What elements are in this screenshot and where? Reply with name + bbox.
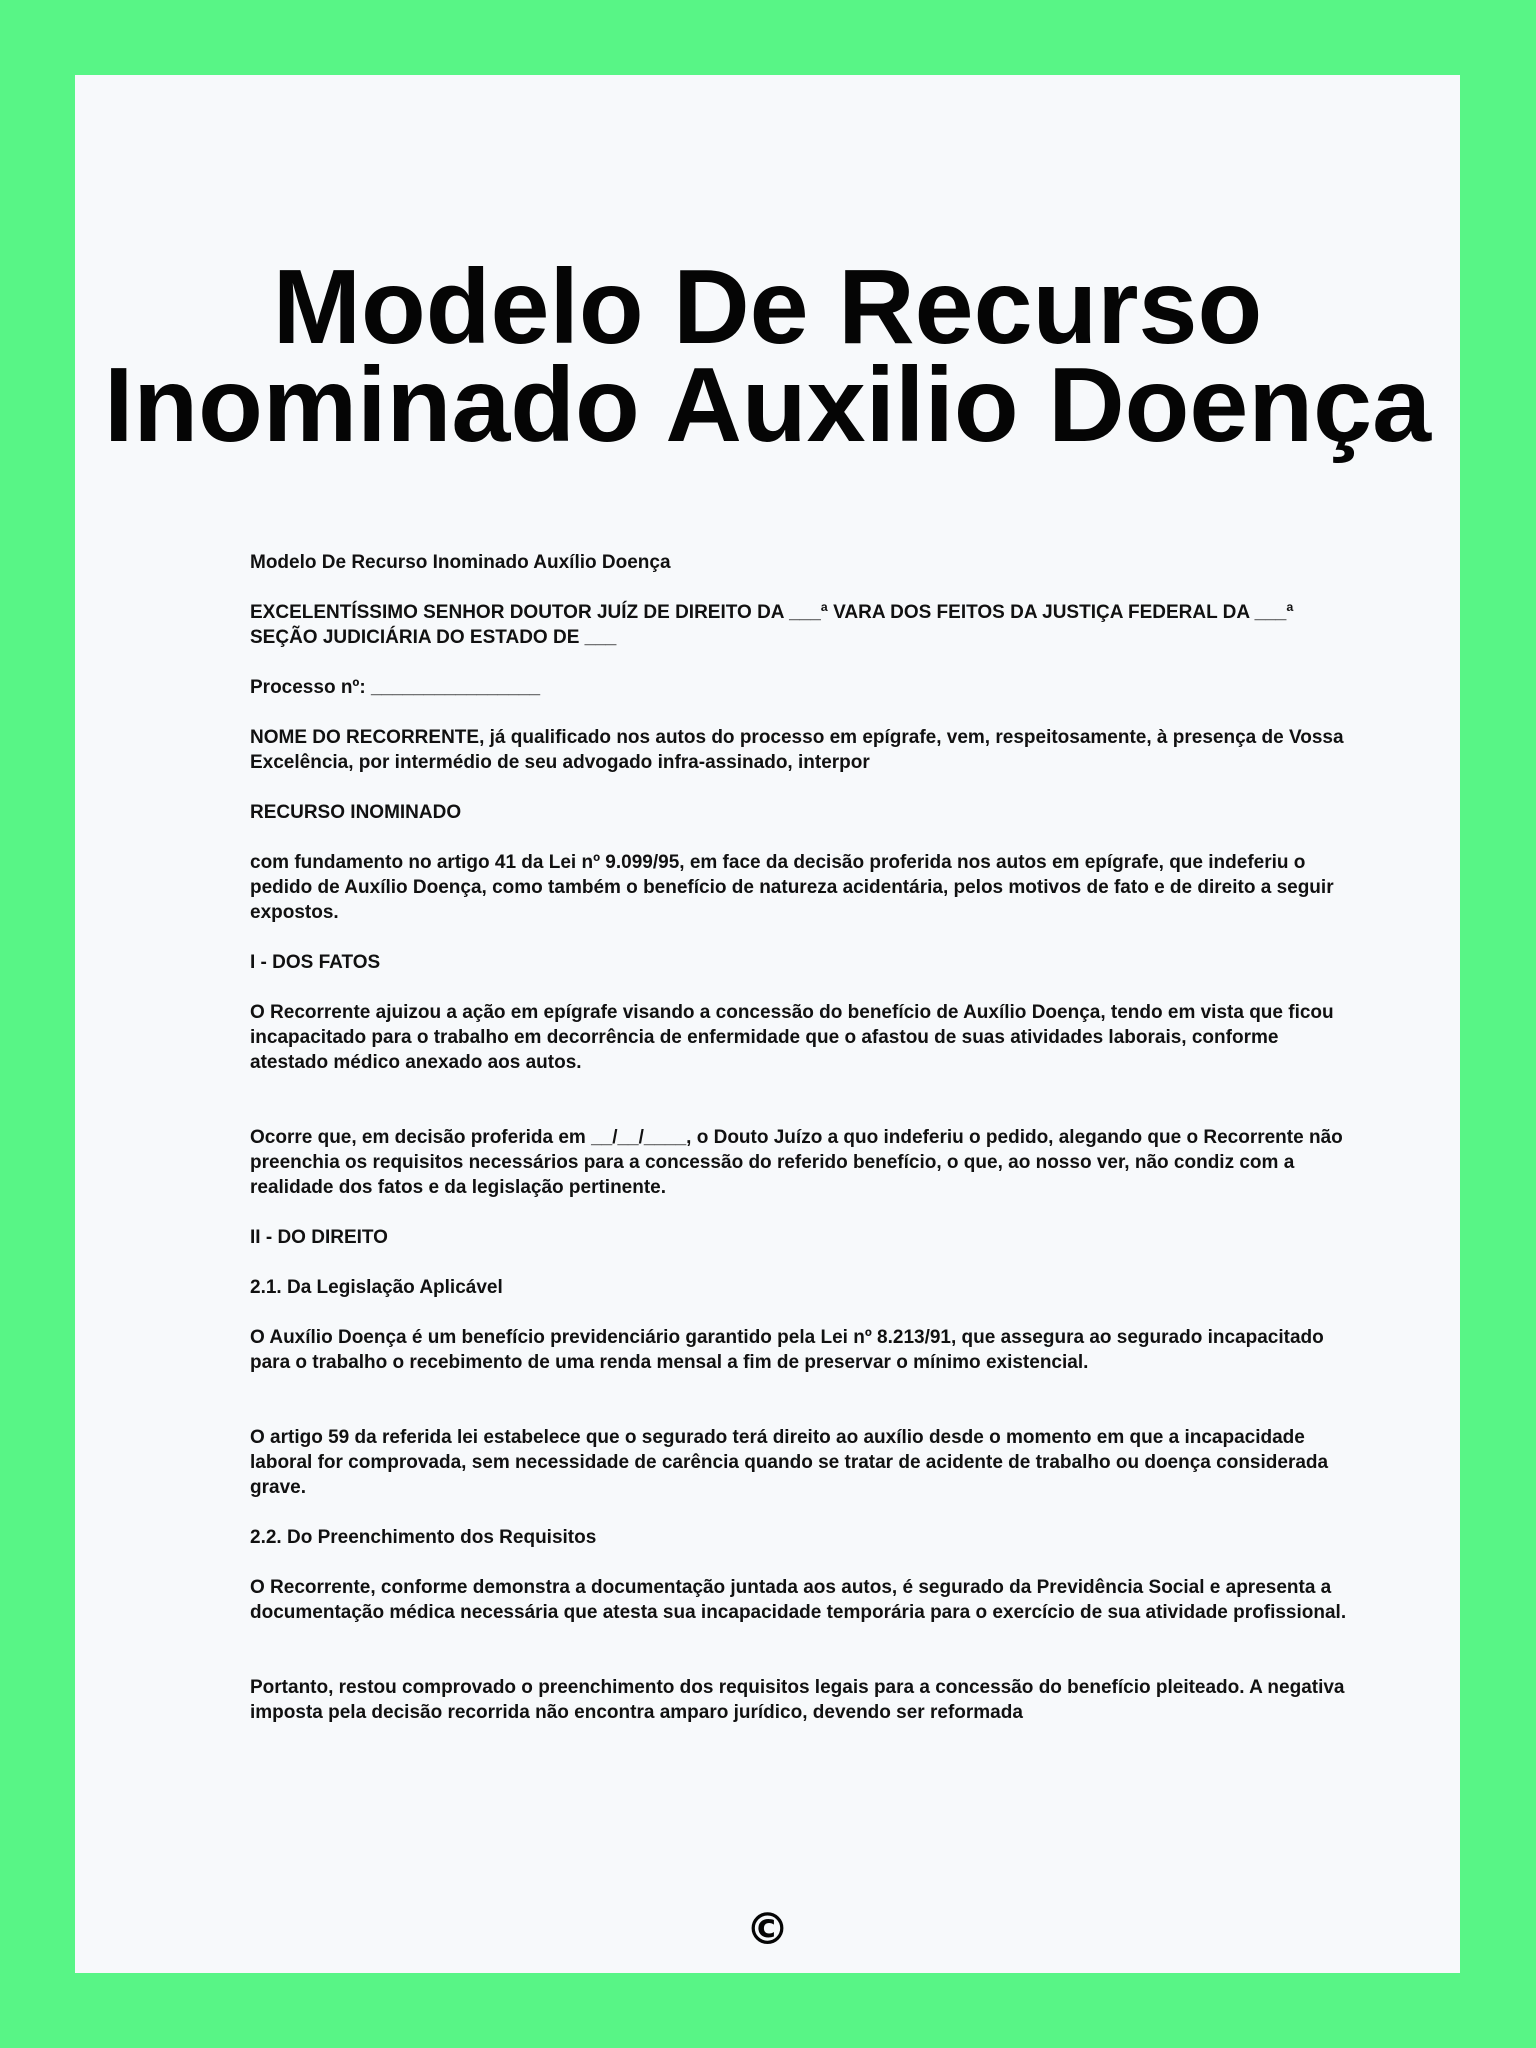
copyright-icon: © (745, 1904, 790, 1955)
doc-section-law: II - DO DIREITO (250, 1227, 388, 1248)
doc-section-facts: I - DOS FATOS (250, 952, 381, 973)
doc-law-paragraph-2: O artigo 59 da referida lei estabelece que o segurado terá direito ao auxílio desde o momento em que a incapacidade laboral for comprovada, sem necessidade de carência quando se tratar de acidente de trabalho ou doença considerada grave. (250, 1427, 1329, 1498)
doc-heading: Modelo De Recurso Inominado Auxílio Doença (250, 552, 671, 573)
doc-addressee: EXCELENTÍSSIMO SENHOR DOUTOR JUÍZ DE DIREITO DA ___ª VARA DOS FEITOS DA JUSTIÇA FEDERAL DA ___ª SEÇÃO JUDICIÁRIA DO ESTADO DE ___ (250, 602, 1294, 648)
doc-facts-paragraph-2: Ocorre que, em decisão proferida em __/__/____, o Douto Juízo a quo indeferiu o pedido, alegando que o Recorrente não preenchia os requisitos necessários para a concessão do referido benefício, o que, ao nosso ver, não condiz com a realidade dos fatos e da legislação pertinente. (250, 1127, 1343, 1198)
doc-process-number: Processo nº: ________________ (250, 677, 541, 698)
page-title-line-2: Inominado Auxilio Doença (103, 346, 1432, 464)
document-page (75, 75, 1460, 1973)
doc-law-paragraph-1: O Auxílio Doença é um benefício previdenciário garantido pela Lei nº 8.213/91, que assegura ao segurado incapacitado para o trabalho o recebimento de uma renda mensal a fim de preservar o mínimo existencial. (250, 1327, 1324, 1373)
page-title (75, 248, 1460, 464)
doc-subsection-legislation: 2.1. Da Legislação Aplicável (250, 1277, 503, 1298)
document-body (250, 550, 1355, 1750)
doc-requirements-paragraph-1: O Recorrente, conforme demonstra a documentação juntada aos autos, é segurado da Previdência Social e apresenta a documentação médica necessária que atesta sua incapacidade temporária para o exercício de sua atividade profissional. (250, 1577, 1347, 1623)
doc-subsection-requirements: 2.2. Do Preenchimento dos Requisitos (250, 1527, 597, 1548)
page-title-line-1: Modelo De Recurso (272, 248, 1263, 366)
doc-appeal-title: RECURSO INOMINADO (250, 802, 462, 823)
doc-intro-paragraph: NOME DO RECORRENTE, já qualificado nos autos do processo em epígrafe, vem, respeitosamente, à presença de Vossa Excelência, por intermédio de seu advogado infra-assinado, interpor (250, 727, 1344, 773)
doc-facts-paragraph-1: O Recorrente ajuizou a ação em epígrafe visando a concessão do benefício de Auxílio Doença, tendo em vista que ficou incapacitado para o trabalho em decorrência de enfermidade que o afastou de suas atividades laborais, conforme atestado médico anexado aos autos. (250, 1002, 1334, 1073)
doc-requirements-paragraph-2: Portanto, restou comprovado o preenchimento dos requisitos legais para a concessão do benefício pleiteado. A negativa imposta pela decisão recorrida não encontra amparo jurídico, devendo ser reformada (250, 1677, 1345, 1723)
doc-foundation-paragraph: com fundamento no artigo 41 da Lei nº 9.099/95, em face da decisão proferida nos autos em epígrafe, que indeferiu o pedido de Auxílio Doença, como também o benefício de natureza acidentária, pelos motivos de fato e de direito a seguir expostos. (250, 852, 1334, 923)
